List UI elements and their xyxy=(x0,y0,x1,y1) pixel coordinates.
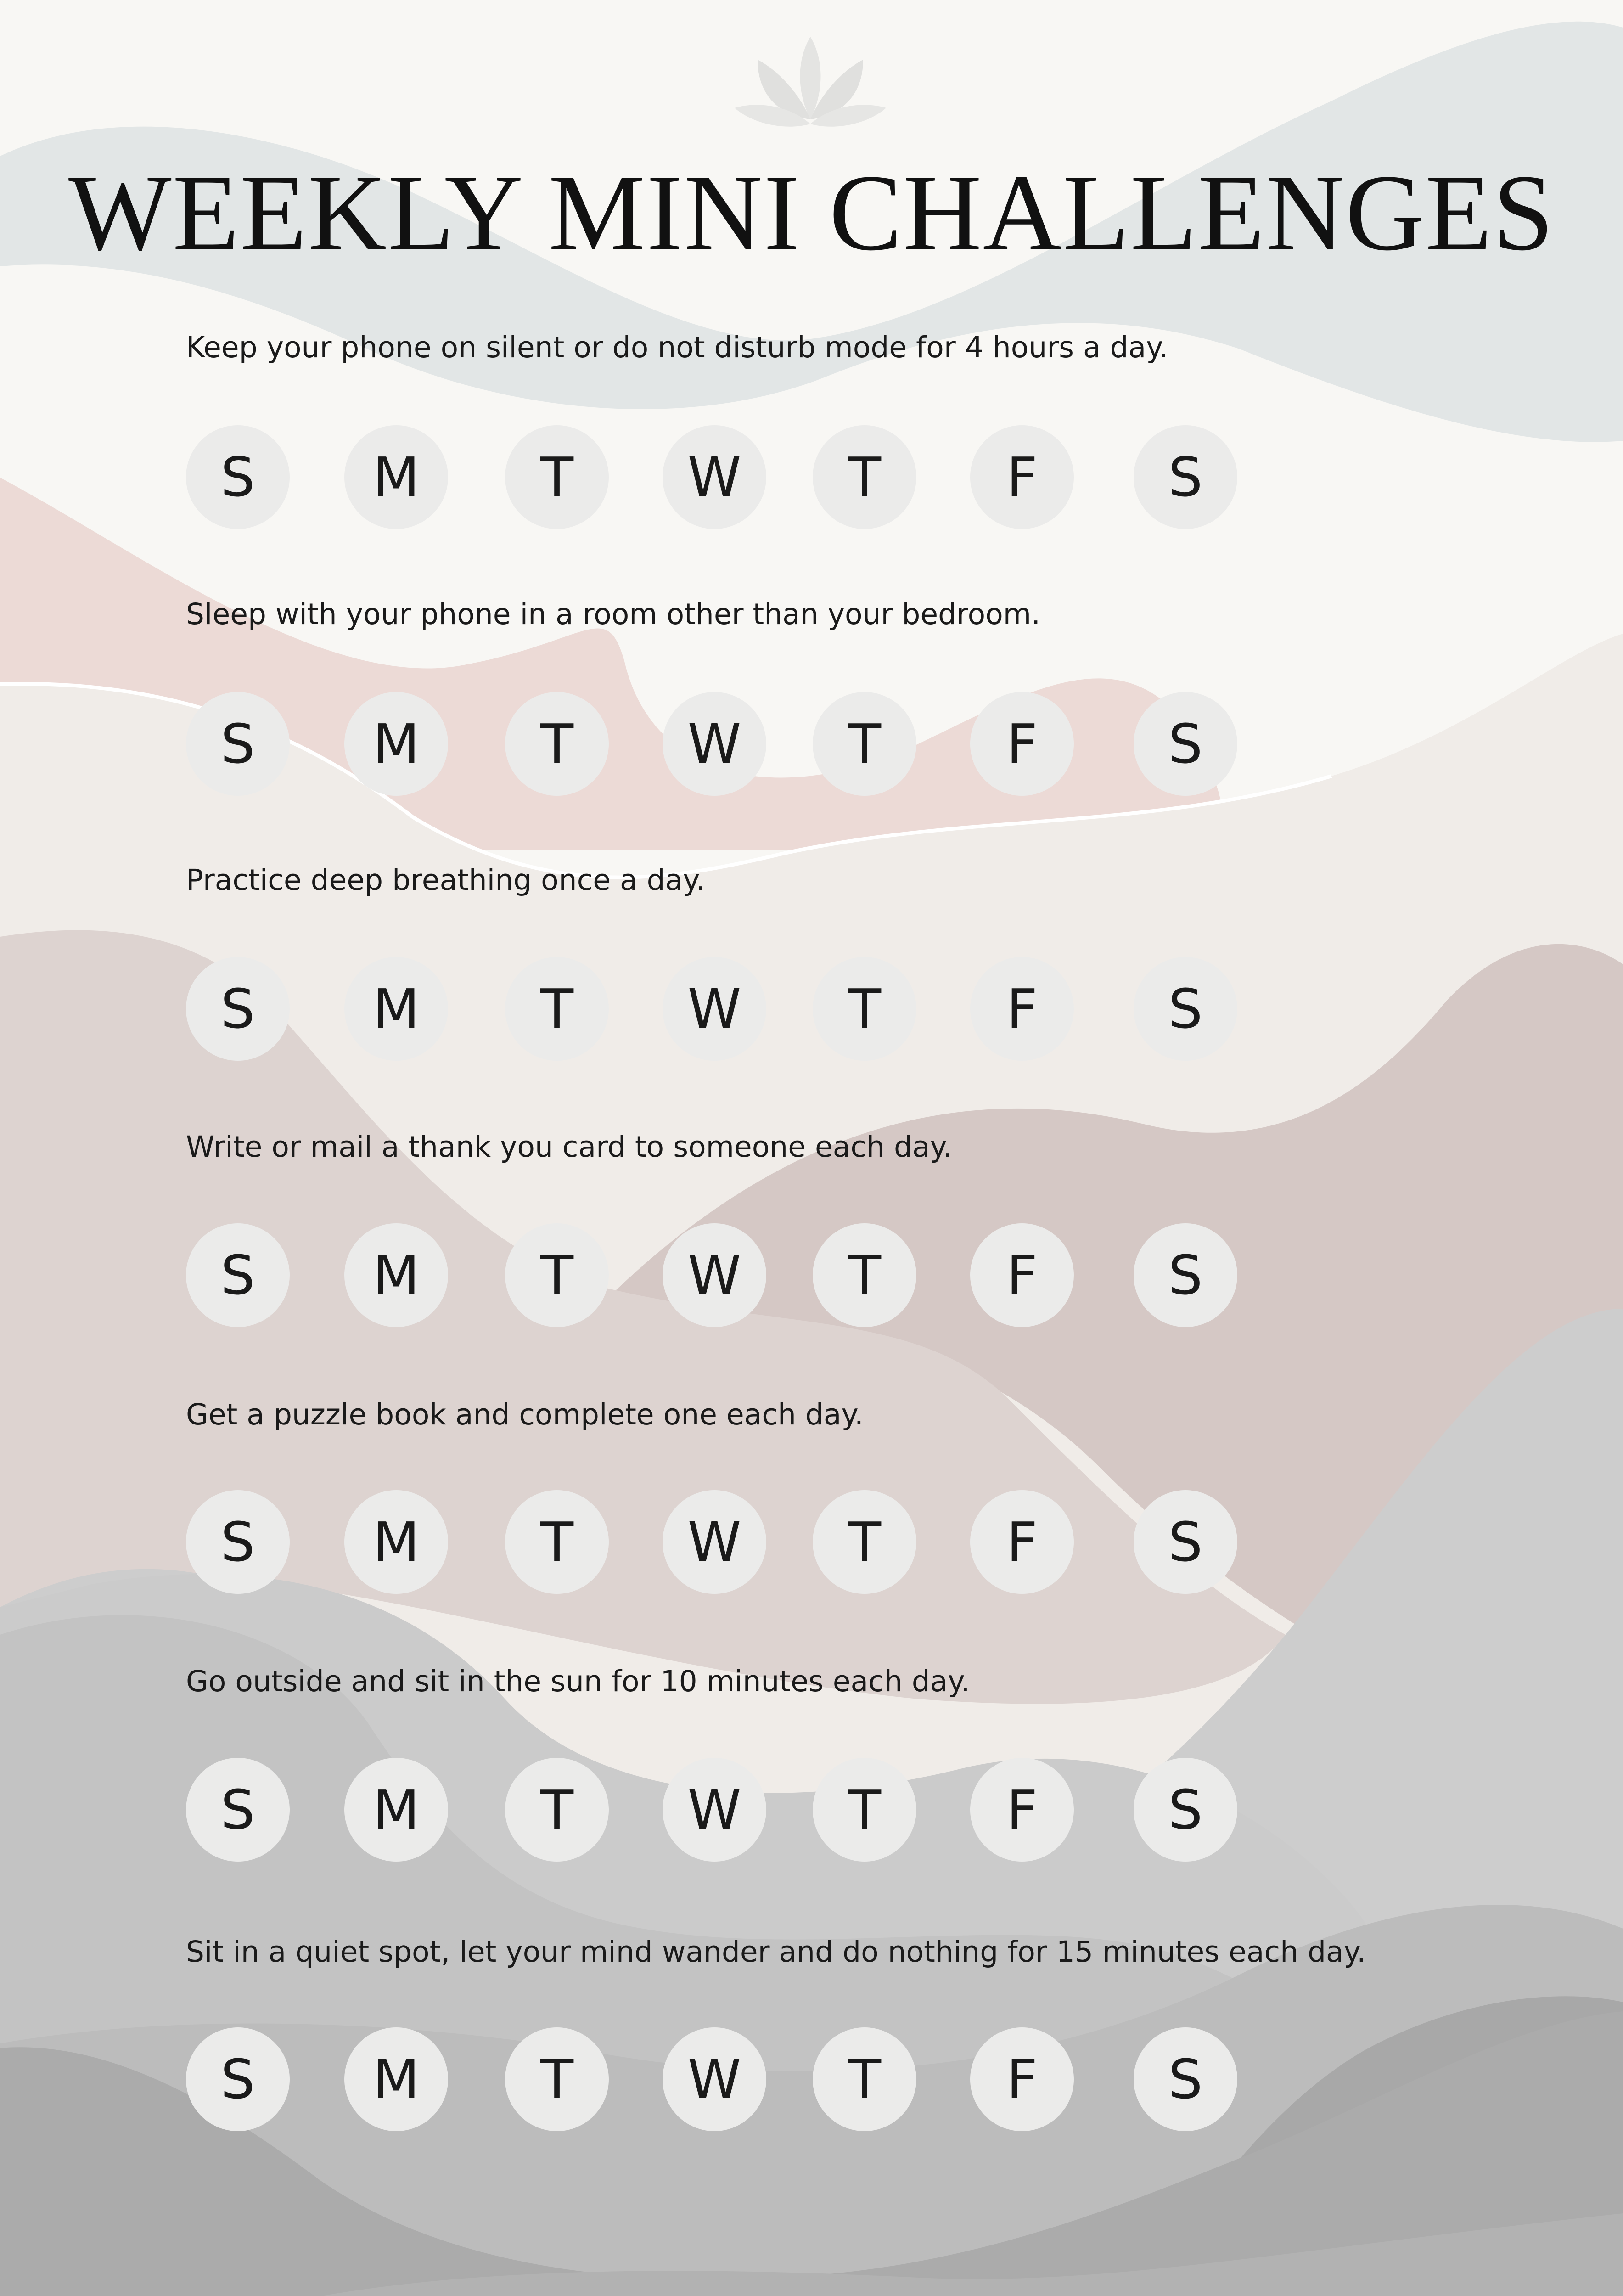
day-circle-friday[interactable]: F xyxy=(970,692,1074,796)
day-circle-tuesday[interactable]: T xyxy=(505,692,609,796)
day-circle-wednesday[interactable]: W xyxy=(663,692,766,796)
challenge-text: Write or mail a thank you card to someone each day. xyxy=(186,1130,952,1164)
day-circle-wednesday[interactable]: W xyxy=(663,1223,766,1327)
day-circle-sunday[interactable]: S xyxy=(186,425,290,529)
day-circle-saturday[interactable]: S xyxy=(1134,1223,1237,1327)
day-circle-monday[interactable]: M xyxy=(344,1758,448,1862)
day-circle-saturday[interactable]: S xyxy=(1134,2027,1237,2131)
day-circle-thursday[interactable]: T xyxy=(813,425,916,529)
day-circle-wednesday[interactable]: W xyxy=(663,2027,766,2131)
day-circle-thursday[interactable]: T xyxy=(813,1223,916,1327)
day-circle-monday[interactable]: M xyxy=(344,2027,448,2131)
page-title: WEEKLY MINI CHALLENGES xyxy=(68,152,1555,273)
day-circle-thursday[interactable]: T xyxy=(813,692,916,796)
challenge-text: Sit in a quiet spot, let your mind wander and do nothing for 15 minutes each day. xyxy=(186,1935,1366,1969)
challenge-text: Go outside and sit in the sun for 10 minutes each day. xyxy=(186,1665,970,1698)
day-circle-sunday[interactable]: S xyxy=(186,1758,290,1862)
challenge-text: Sleep with your phone in a room other than your bedroom. xyxy=(186,597,1041,631)
day-circle-sunday[interactable]: S xyxy=(186,692,290,796)
day-circle-monday[interactable]: M xyxy=(344,957,448,1061)
day-circle-tuesday[interactable]: T xyxy=(505,1758,609,1862)
day-circle-thursday[interactable]: T xyxy=(813,1490,916,1594)
day-circle-friday[interactable]: F xyxy=(970,1223,1074,1327)
day-circle-tuesday[interactable]: T xyxy=(505,1223,609,1327)
day-circle-friday[interactable]: F xyxy=(970,957,1074,1061)
day-circle-thursday[interactable]: T xyxy=(813,2027,916,2131)
day-circle-saturday[interactable]: S xyxy=(1134,1758,1237,1862)
day-circle-saturday[interactable]: S xyxy=(1134,1490,1237,1594)
day-circle-monday[interactable]: M xyxy=(344,1490,448,1594)
day-circle-wednesday[interactable]: W xyxy=(663,425,766,529)
day-circle-tuesday[interactable]: T xyxy=(505,425,609,529)
challenge-text: Keep your phone on silent or do not disturb mode for 4 hours a day. xyxy=(186,331,1168,364)
day-circle-friday[interactable]: F xyxy=(970,1758,1074,1862)
day-circle-friday[interactable]: F xyxy=(970,2027,1074,2131)
day-circle-saturday[interactable]: S xyxy=(1134,425,1237,529)
day-circle-saturday[interactable]: S xyxy=(1134,692,1237,796)
day-circle-thursday[interactable]: T xyxy=(813,1758,916,1862)
day-circle-tuesday[interactable]: T xyxy=(505,2027,609,2131)
day-circle-monday[interactable]: M xyxy=(344,425,448,529)
day-circle-monday[interactable]: M xyxy=(344,1223,448,1327)
lotus-icon xyxy=(725,32,895,133)
day-circle-tuesday[interactable]: T xyxy=(505,1490,609,1594)
day-circle-tuesday[interactable]: T xyxy=(505,957,609,1061)
day-circle-wednesday[interactable]: W xyxy=(663,957,766,1061)
day-circle-wednesday[interactable]: W xyxy=(663,1758,766,1862)
day-circle-monday[interactable]: M xyxy=(344,692,448,796)
day-circle-thursday[interactable]: T xyxy=(813,957,916,1061)
day-circle-sunday[interactable]: S xyxy=(186,957,290,1061)
day-circle-sunday[interactable]: S xyxy=(186,1223,290,1327)
challenge-text: Practice deep breathing once a day. xyxy=(186,863,705,897)
day-circle-friday[interactable]: F xyxy=(970,1490,1074,1594)
day-circle-wednesday[interactable]: W xyxy=(663,1490,766,1594)
day-circle-sunday[interactable]: S xyxy=(186,2027,290,2131)
day-circle-sunday[interactable]: S xyxy=(186,1490,290,1594)
day-circle-saturday[interactable]: S xyxy=(1134,957,1237,1061)
challenge-text: Get a puzzle book and complete one each day. xyxy=(186,1398,864,1431)
day-circle-friday[interactable]: F xyxy=(970,425,1074,529)
